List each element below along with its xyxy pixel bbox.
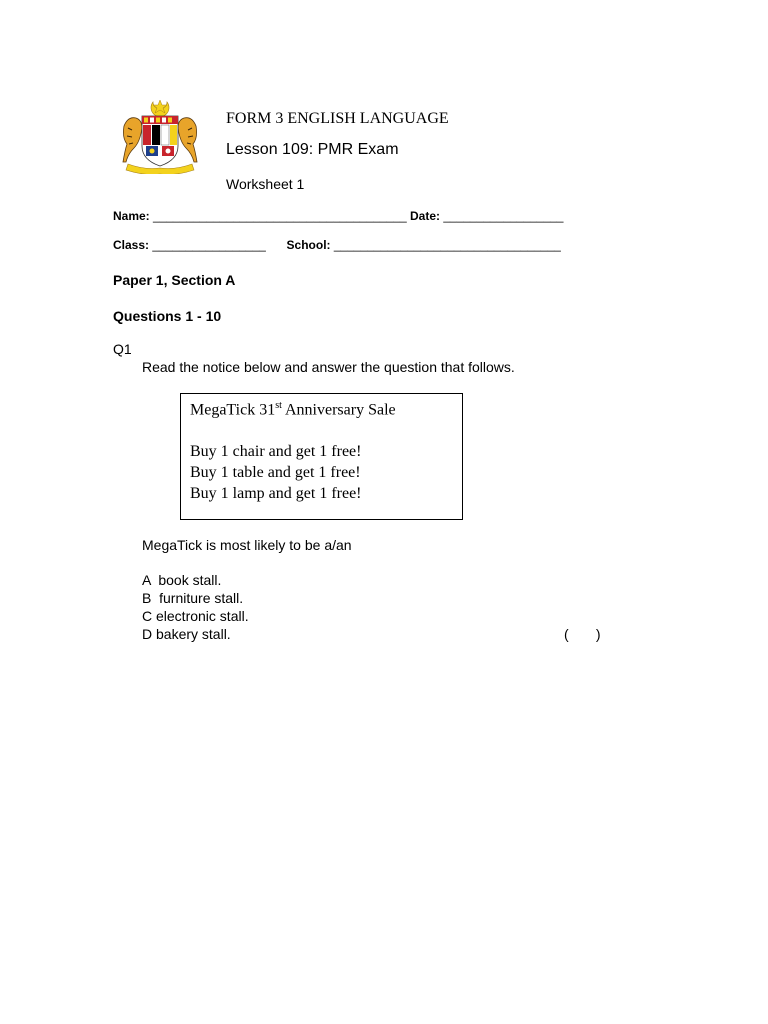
question-instruction: Read the notice below and answer the question that follows. [142, 359, 515, 375]
name-line[interactable]: ______________________________________ [153, 209, 407, 223]
notice-line: Buy 1 chair and get 1 free! [190, 443, 362, 460]
option-d[interactable]: D bakery stall. [142, 626, 231, 642]
option-c[interactable]: C electronic stall. [142, 608, 249, 624]
lesson-title: Lesson 109: PMR Exam [226, 141, 399, 158]
name-field[interactable] [113, 209, 563, 223]
class-line[interactable]: _________________ [152, 238, 266, 252]
date-label: Date: [409, 209, 440, 223]
option-b[interactable]: B furniture stall. [142, 590, 244, 606]
worksheet-label: Worksheet 1 [226, 176, 305, 192]
notice-title: MegaTick 31st Anniversary Sale [190, 400, 396, 419]
answer-bracket[interactable]: ( ) [564, 626, 601, 642]
class-label: Class: [113, 238, 150, 252]
notice-box [180, 393, 463, 520]
question-stem: MegaTick is most likely to be a/an [142, 537, 352, 553]
malaysia-coat-of-arms-logo [120, 98, 200, 174]
question-number: Q1 [113, 341, 132, 357]
school-label: School: [286, 238, 331, 252]
section-heading: Paper 1, Section A [113, 272, 236, 288]
date-line[interactable]: __________________ [443, 209, 564, 223]
notice-line: Buy 1 table and get 1 free! [190, 464, 361, 481]
course-title: FORM 3 ENGLISH LANGUAGE [226, 110, 449, 127]
class-field[interactable] [113, 238, 561, 252]
option-a[interactable]: A book stall. [142, 572, 222, 588]
notice-line: Buy 1 lamp and get 1 free! [190, 485, 362, 502]
name-label: Name: [113, 209, 150, 223]
questions-heading: Questions 1 - 10 [113, 308, 222, 324]
school-line[interactable]: __________________________________ [333, 238, 561, 252]
